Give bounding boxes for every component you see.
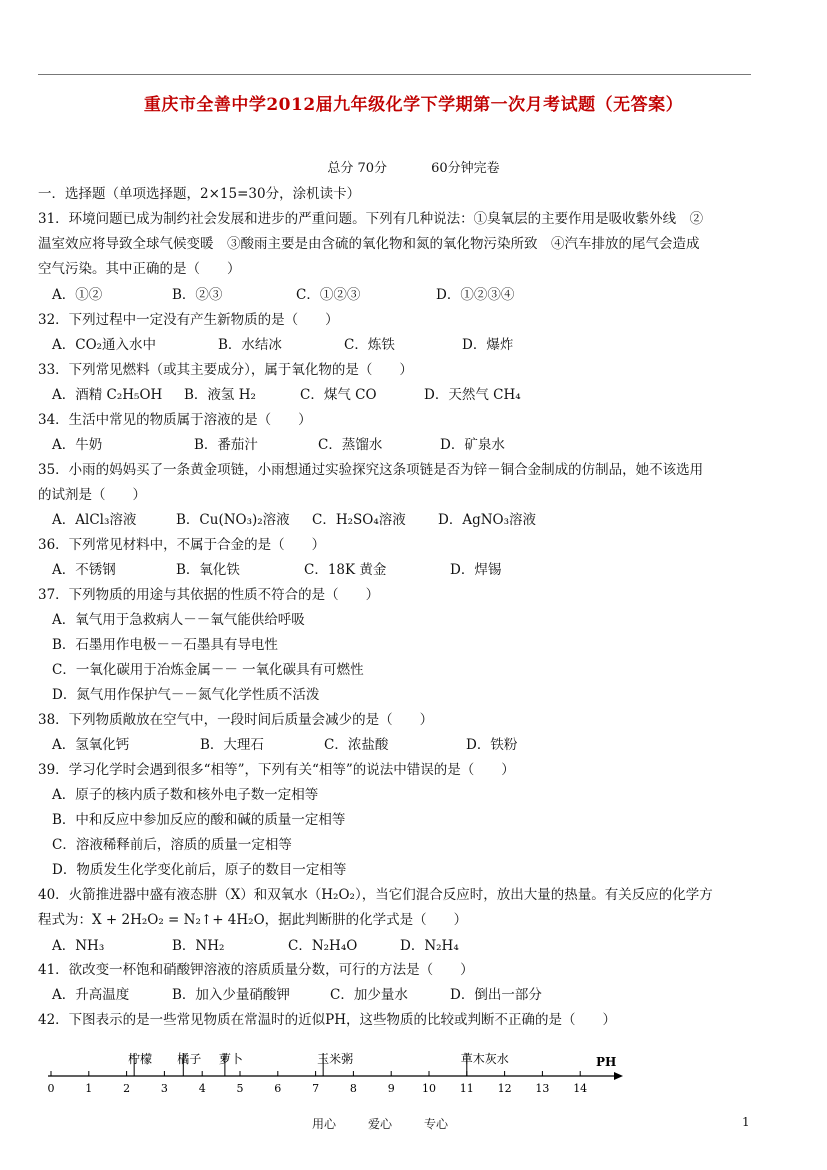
ph-substance-label: 橘子 (177, 1052, 202, 1066)
ph-substance-label: 萝卜 (218, 1052, 243, 1066)
option: B．Cu(NO₃)₂溶液 (176, 512, 290, 528)
total-score: 总分 70分 (327, 161, 387, 176)
question-line: 温室效应将导致全球气候变暖 ③酸雨主要是由含硫的氧化物和氮的氧化物污染所致 ④汽车排放的尾气会造成 (38, 236, 700, 252)
question-line: 31．环境问题已成为制约社会发展和进步的严重问题。下列有几种说法：①臭氧层的主要作用是吸收紫外线 ② (38, 211, 704, 227)
question-line: 空气污染。其中正确的是（ ） (38, 261, 241, 277)
option: A．CO₂通入水中 (52, 337, 157, 353)
option-row (0, 560, 827, 580)
option: A．AlCl₃溶液 (52, 512, 137, 528)
option: C．浓盐酸 (324, 737, 389, 753)
footer-text: 用心 (312, 1117, 337, 1131)
option: C．N₂H₄O (288, 938, 358, 954)
ph-tick-label: 2 (123, 1082, 131, 1095)
option: C．煤气 CO (300, 387, 377, 403)
option: A．NH₃ (52, 938, 105, 954)
option: A．升高温度 (52, 987, 130, 1003)
question-line: 34．生活中常见的物质属于溶液的是（ ） (38, 412, 312, 428)
footer-text: 爱心 (368, 1117, 393, 1131)
option-row (0, 936, 827, 956)
option-row (0, 510, 827, 530)
option: B．②③ (172, 287, 223, 303)
option: D．天然气 CH₄ (424, 387, 521, 403)
ph-tick-label: 5 (236, 1082, 244, 1095)
option: C．H₂SO₄溶液 (312, 512, 406, 528)
header-rule (38, 74, 751, 75)
ph-tick-label: 9 (387, 1082, 395, 1095)
option-row (0, 735, 827, 755)
ph-tick-label: 7 (312, 1082, 320, 1095)
page-number: 1 (742, 1115, 750, 1129)
option: C．蒸馏水 (318, 437, 383, 453)
option: D．焊锡 (450, 562, 502, 578)
option: B．水结冰 (218, 337, 282, 353)
option: D．倒出一部分 (450, 987, 542, 1003)
option: C．溶液稀释前后，溶质的质量一定相等 (52, 837, 292, 853)
question-line: 40．火箭推进器中盛有液态肼（X）和双氧水（H₂O₂），当它们混合反应时，放出大量的热量。有关反应的化学方 (38, 887, 713, 903)
ph-substance-label: 草木灰水 (460, 1052, 509, 1066)
question-line: 32．下列过程中一定没有产生新物质的是（ ） (38, 312, 339, 328)
option: A．氧气用于急救病人－－氧气能供给呼吸 (52, 612, 305, 628)
option: A．①② (52, 287, 103, 303)
footer-text: 专心 (424, 1117, 449, 1131)
option: B．大理石 (200, 737, 264, 753)
ph-tick-label: 13 (535, 1082, 550, 1095)
section-heading: 一．选择题（单项选择题，2×15=30分，涂机读卡） (38, 186, 361, 202)
question-line: 41．欲改变一杯饱和硝酸钾溶液的溶质质量分数，可行的方法是（ ） (38, 962, 474, 978)
ph-axis-label: PH (596, 1055, 617, 1069)
question-line: 程式为：X + 2H₂O₂ = N₂↑+ 4H₂O，据此判断肼的化学式是（ ） (38, 912, 468, 928)
ph-substance-label: 玉米粥 (317, 1052, 354, 1066)
option: D．爆炸 (462, 337, 514, 353)
question-line: 35．小雨的妈妈买了一条黄金项链，小雨想通过实验探究这条项链是否为锌－铜合金制成的仿制品，她不该选用 (38, 462, 704, 478)
option: B．中和反应中参加反应的酸和碱的质量一定相等 (52, 812, 346, 828)
option: A．牛奶 (52, 437, 103, 453)
option: D．氮气用作保护气－－氮气化学性质不活泼 (52, 687, 320, 703)
time-limit: 60分钟完卷 (431, 161, 500, 176)
option: C．炼铁 (344, 337, 395, 353)
option: A．原子的核内质子数和核外电子数一定相等 (52, 787, 319, 803)
option: D．AgNO₃溶液 (438, 512, 537, 528)
option: C．①②③ (296, 287, 361, 303)
page-title: 重庆市全善中学2012届九年级化学下学期第一次月考试题（无答案） (143, 95, 684, 115)
option-row (0, 435, 827, 455)
ph-axis-arrow (614, 1072, 623, 1080)
ph-tick-label: 12 (497, 1082, 512, 1095)
option: A．酒精 C₂H₅OH (52, 387, 163, 403)
exam-info (0, 157, 827, 176)
option: D．铁粉 (466, 737, 518, 753)
option-row (0, 335, 827, 355)
ph-tick-label: 4 (198, 1082, 206, 1095)
question-line: 的试剂是（ ） (38, 487, 146, 503)
question-line: 39．学习化学时会遇到很多“相等”，下列有关“相等”的说法中错误的是（ ） (38, 762, 515, 778)
option: D．矿泉水 (440, 437, 505, 453)
ph-tick-label: 10 (422, 1082, 436, 1095)
option: B．石墨用作电极－－石墨具有导电性 (52, 637, 278, 653)
ph-tick-label: 11 (459, 1082, 474, 1095)
ph-substance-label: 柠檬 (128, 1052, 153, 1066)
option-row (0, 285, 827, 305)
option: B．氧化铁 (176, 562, 240, 578)
question-line: 37．下列物质的用途与其依据的性质不符合的是（ ） (38, 587, 380, 603)
ph-tick-label: 3 (160, 1082, 168, 1095)
option: C．加少量水 (330, 987, 408, 1003)
option: C．18K 黄金 (304, 562, 387, 578)
option: B．液氢 H₂ (184, 387, 256, 403)
option: C．一氧化碳用于冶炼金属－－ 一氧化碳具有可燃性 (52, 662, 364, 678)
ph-tick-label: 8 (349, 1082, 357, 1095)
option: D．物质发生化学变化前后，原子的数目一定相等 (52, 862, 347, 878)
question-line: 38．下列物质敞放在空气中，一段时间后质量会减少的是（ ） (38, 712, 434, 728)
option: A．氢氧化钙 (52, 737, 130, 753)
ph-tick-label: 14 (573, 1082, 588, 1095)
option-row (0, 385, 827, 405)
option: A．不锈钢 (52, 562, 116, 578)
option: B．加入少量硝酸钾 (172, 987, 290, 1003)
ph-tick-label: 1 (85, 1082, 93, 1095)
ph-scale-diagram (0, 1045, 827, 1095)
question-line: 42．下图表示的是一些常见物质在常温时的近似PH，这些物质的比较或判断不正确的是（ ） (38, 1012, 617, 1028)
option: B．番茄汁 (194, 437, 258, 453)
option: D．①②③④ (436, 287, 515, 303)
question-line: 33．下列常见燃料（或其主要成分），属于氧化物的是（ ） (38, 362, 413, 378)
option-row (0, 985, 827, 1005)
ph-tick-label: 6 (274, 1082, 282, 1095)
option: D．N₂H₄ (400, 938, 459, 954)
ph-tick-label: 0 (47, 1082, 55, 1095)
question-line: 36．下列常见材料中，不属于合金的是（ ） (38, 537, 326, 553)
option: B．NH₂ (172, 938, 225, 954)
